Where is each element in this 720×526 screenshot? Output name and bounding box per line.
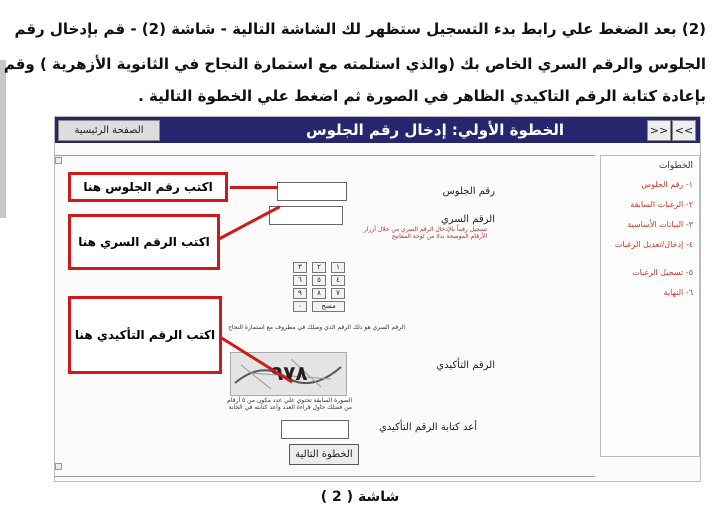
reconfirm-label: أعد كتابة الرقم التأكيدي xyxy=(378,422,477,433)
page-title: الخطوة الأولي: إدخال رقم الجلوس xyxy=(305,121,565,139)
keypad-key[interactable]: ٦ xyxy=(293,275,307,286)
left-edge-bar xyxy=(0,60,6,218)
step-item-edit-choices[interactable]: ٤- إدخال/تعديل الرغبات xyxy=(614,240,693,249)
secret-number-callout: اكتب الرقم السري هنا xyxy=(68,214,220,270)
keypad-key[interactable]: ٨ xyxy=(312,288,326,299)
home-button[interactable]: الصفحة الرئيسية xyxy=(58,120,160,141)
keypad-key[interactable]: ٩ xyxy=(293,288,307,299)
keypad-clear-button[interactable]: مسح xyxy=(312,301,345,312)
seat-number-input[interactable] xyxy=(277,182,347,201)
captcha-image xyxy=(230,352,347,396)
page-header xyxy=(55,117,700,143)
keypad-key[interactable]: ٢ xyxy=(312,262,326,273)
step-item-seat[interactable]: ١- رقم الجلوس xyxy=(641,180,693,189)
step-item-basic-data[interactable]: ٣- البيانات الأساسية xyxy=(627,220,693,229)
step-item-end[interactable]: ٦- النهاية xyxy=(663,288,693,297)
intro-line-2: الجلوس والرقم السري الخاص بك (والذي استلمته مع استمارة النجاح في الثانوية الأزهرية ) وقم xyxy=(3,55,706,73)
seat-number-callout: اكتب رقم الجلوس هنا xyxy=(68,172,228,202)
step-item-previous-choices[interactable]: ٢- الرغبات السابقة xyxy=(630,200,693,209)
keypad-key[interactable]: ٤ xyxy=(331,275,345,286)
keypad-key[interactable]: ٥ xyxy=(312,275,326,286)
steps-sidebar xyxy=(600,155,700,457)
nav-forward-button[interactable]: << xyxy=(672,120,696,141)
step-item-register-choices[interactable]: ٥- تسجيل الرغبات xyxy=(632,268,693,277)
secret-keypad xyxy=(293,262,349,318)
keypad-key[interactable]: ١ xyxy=(331,262,345,273)
confirm-number-callout: اكتب الرقم التأكيدي هنا xyxy=(68,296,222,374)
secret-number-label: الرقم السري xyxy=(440,214,495,225)
secret-note: الرقم السري هو ذلك الرقم الذي وصلك في مظروف مع استمارة النجاح xyxy=(228,324,405,331)
seat-number-label: رقم الجلوس xyxy=(442,186,495,197)
keypad-key[interactable]: ٧ xyxy=(331,288,345,299)
intro-line-1: (2) بعد الضغط علي رابط بدء التسجيل ستظهر لك الشاشة التالية - شاشة (2) - قم بإدخال رقم xyxy=(14,20,706,38)
reconfirm-input[interactable] xyxy=(281,420,349,439)
screen-caption: شاشة ( 2 ) xyxy=(320,489,400,505)
intro-line-3: بإعادة كتابة الرقم التاكيدي الظاهر في الصورة ثم اضغط علي الخطوة التالية . xyxy=(138,87,706,105)
steps-title: الخطوات xyxy=(658,161,693,171)
seat-callout-pointer xyxy=(230,186,278,189)
keypad-key[interactable]: ٠ xyxy=(293,301,307,312)
keypad-key[interactable]: ٣ xyxy=(293,262,307,273)
next-step-button[interactable]: الخطوة التالية xyxy=(289,444,359,465)
confirm-number-label: الرقم التأكيدي xyxy=(436,360,495,371)
captcha-text: ٩٧٨ xyxy=(271,361,308,385)
secret-help-text: تسجيل رقماً بالإدخال الرقم السري من خلال أزرار الأرقام الموضحة بدلا من لوحة المفاتيح xyxy=(363,226,487,241)
nav-back-button[interactable]: >> xyxy=(647,120,671,141)
secret-number-input[interactable] xyxy=(269,206,343,225)
captcha-note: الصورة السابقة تحتوي علي عدد مكون من ٥ أرقام من فضلك حاول قراءة العدد وأعد كتابته في الخانة xyxy=(227,397,352,412)
